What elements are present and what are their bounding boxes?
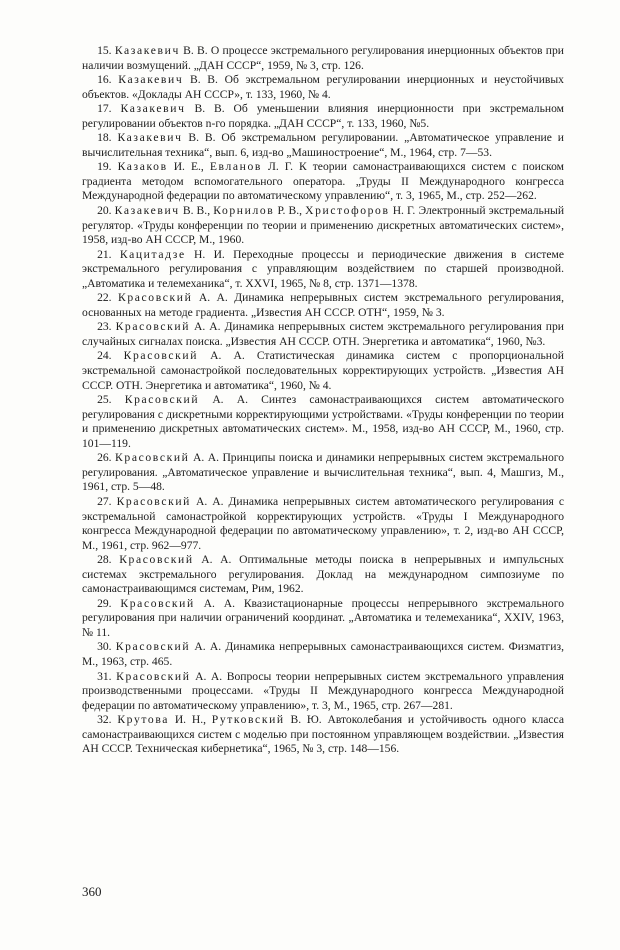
reference-text: Квазистационарные процессы непрерывного экстремального регулирования при наличии ограничений координат. „Автоматика и телемеханика“, XXIV, 1963, № 11. <box>82 596 564 639</box>
reference-text: Оптимальные методы поиска в непрерывных и импульсных системах экстремального регулирования. Доклад на международном симпозиуме по самонастраивающимся системам, Рим, 1962. <box>82 553 564 596</box>
reference-initials: А. А. <box>203 596 235 610</box>
reference-text: Электронный экстремальный регулятор. «Труды конференции по теории и применению дискретных автоматических систем», 1958, изд-во АН СССР, М., 1960. <box>82 204 565 247</box>
reference-author: Казакевич <box>114 204 180 218</box>
reference-number: 21. <box>97 247 112 261</box>
reference-entry <box>82 160 564 204</box>
reference-initials: А. А. <box>195 669 223 683</box>
reference-initials: А. А. <box>192 451 219 465</box>
reference-number: 16. <box>97 73 112 87</box>
reference-initials-2: В. Ю. <box>290 713 322 727</box>
reference-initials-2: Р. В., <box>277 204 303 218</box>
reference-initials: В. В. <box>190 73 218 87</box>
bibliography-list <box>82 44 564 757</box>
reference-author: Кацитадзе <box>119 247 186 261</box>
reference-author: Красовский <box>119 553 194 567</box>
reference-author: Красовский <box>115 451 190 465</box>
reference-text: Динамика непрерывных самонастраивающихся систем. Физматгиз, М., 1963, стр. 465. <box>82 640 564 668</box>
page-number: 360 <box>82 884 102 899</box>
reference-entry <box>82 102 564 131</box>
reference-entry <box>82 204 564 248</box>
reference-initials: А. А. <box>198 291 228 305</box>
reference-initials: А. А. <box>194 320 221 334</box>
reference-entry <box>82 44 564 73</box>
reference-author-2: Рутковский <box>211 713 285 727</box>
reference-initials: А. А. <box>194 640 222 654</box>
reference-text: Статистическая динамика систем с пропорциональной экстремальной самонастройкой последовательных корректирующих устройств. „Известия АН СССР. ОТН. Энергетика и автоматика“, 1960, № 4. <box>82 349 564 392</box>
reference-text: Автоколебания и устойчивость одного класса самонастраивающихся систем с моделью при постоянном управляющем воздействии. „Известия АН СССР. Техническая кибернетика“, 1965, № 3, стр. 148—156. <box>82 713 564 756</box>
reference-entry <box>82 73 564 102</box>
reference-author: Казакевич <box>114 44 180 57</box>
reference-number: 25. <box>97 393 112 407</box>
reference-initials: И. Е., <box>173 160 204 174</box>
reference-number: 30. <box>97 640 112 654</box>
reference-author-2: Корнилов <box>213 204 275 218</box>
reference-author: Казакевич <box>118 73 184 87</box>
reference-number: 28. <box>97 553 112 567</box>
reference-text: Об экстремальном регулировании инерционных и неустойчивых объектов. «Доклады АН СССР», т. 133, 1960, № 4. <box>82 73 564 101</box>
reference-entry <box>82 349 564 393</box>
reference-author: Крутова <box>117 713 170 727</box>
reference-author-2: Евланов <box>209 160 262 174</box>
reference-number: 19. <box>97 160 112 174</box>
reference-entry <box>82 291 564 320</box>
reference-number: 20. <box>97 204 112 218</box>
reference-entry <box>82 553 564 597</box>
reference-author: Красовский <box>115 320 191 334</box>
reference-author: Казакевич <box>120 102 186 116</box>
reference-initials: А. А. <box>201 553 232 567</box>
reference-initials: В. В. <box>194 102 225 116</box>
reference-entry <box>82 248 564 292</box>
reference-text: Синтез самонастраивающихся систем автоматического регулирования с дискретными корректирующими устройствами. «Труды конференции по теории и применению дискретных автоматических систем». М., 1958, изд-во АН СССР, М., 1960, стр. 101—119. <box>82 393 564 450</box>
reference-text: Принципы поиска и динамики непрерывных систем экстремального регулирования. „Автоматическое управление и вычислительная техника“, вып. 4, Машгиз, М., 1961, стр. 5—48. <box>82 451 565 494</box>
reference-initials-3: Н. Г. <box>392 204 416 218</box>
reference-author: Красовский <box>116 494 192 508</box>
reference-entry <box>82 131 564 160</box>
reference-entry <box>82 597 564 641</box>
reference-number: 31. <box>97 669 112 683</box>
reference-entry <box>82 451 564 495</box>
reference-initials: А. А. <box>212 393 248 407</box>
reference-number: 24. <box>97 349 112 363</box>
reference-entry <box>82 495 564 553</box>
reference-initials: А. А. <box>210 349 245 363</box>
reference-author: Красовский <box>116 669 191 683</box>
reference-number: 22. <box>97 291 112 305</box>
reference-initials: В. В., <box>182 204 211 218</box>
reference-number: 32. <box>97 713 112 727</box>
reference-text: Вопросы теории непрерывных систем экстремального управления производственными процессами. «Труды II Международного конгресса Международной федерации по автоматическому управлению», т. 3, М., 1965, стр. 267—281. <box>82 669 564 712</box>
reference-initials: И. Н., <box>174 713 206 727</box>
reference-author: Казакевич <box>117 131 183 145</box>
reference-text: К теории самонастраивающихся систем с поиском градиента методом вспомогательного оператора. „Труды II Международного конгресса Международной федерации по автоматическому управлению“, т. 3, 1965, М., стр. 252—262. <box>82 160 564 203</box>
reference-initials: В. В. <box>183 44 208 57</box>
reference-text: Переходные процессы и периодические движения в системе экстремального регулирования с управляющим воздействием по старшей производной. „Автоматика и телемеханика“, т. XXVI, 1965, № 8, стр. 1371—1378. <box>82 247 564 290</box>
reference-author: Красовский <box>124 393 200 407</box>
reference-number: 18. <box>97 131 112 145</box>
reference-text: Динамика непрерывных систем экстремального регулирования при случайных сигналах поиска. „Известия АН СССР. ОТН. Энергетика и автоматика“, 1960, №3. <box>82 320 564 348</box>
reference-number: 17. <box>97 102 112 116</box>
reference-number: 27. <box>97 494 112 508</box>
reference-author: Красовский <box>117 291 193 305</box>
reference-entry <box>82 320 564 349</box>
reference-number: 26. <box>97 451 112 465</box>
reference-author: Красовский <box>123 349 199 363</box>
reference-initials: А. А. <box>196 494 224 508</box>
reference-author: Красовский <box>115 640 191 654</box>
reference-author: Красовский <box>120 596 195 610</box>
reference-number: 15. <box>97 44 112 57</box>
reference-text: Динамика непрерывных систем автоматического регулирования с экстремальной самонастройкой корректирующих устройств. «Труды I Международного конгресса Международной федерации по автоматическому управлению», т. 2, изд-во АН СССР, М., 1961, стр. 962—977. <box>82 494 564 552</box>
reference-entry <box>82 713 564 757</box>
reference-entry <box>82 640 564 669</box>
reference-author-3: Христофоров <box>305 204 390 218</box>
reference-number: 23. <box>97 320 112 334</box>
reference-text: О процессе экстремального регулирования инерционных объектов при наличии возмущений. „ДАН СССР“, 1959, № 3, стр. 126. <box>82 44 564 72</box>
reference-entry <box>82 670 564 714</box>
reference-initials: В. В. <box>188 131 216 145</box>
reference-text: Динамика непрерывных систем экстремального регулирования, основанных на методе градиента. „Известия АН СССР. ОТН“, 1959, № 3. <box>82 291 564 319</box>
reference-initials-2: Л. Г. <box>267 160 294 174</box>
reference-author: Казаков <box>117 160 168 174</box>
reference-entry <box>82 393 564 451</box>
reference-number: 29. <box>97 596 112 610</box>
reference-initials: Н. И. <box>194 247 225 261</box>
reference-text: Об экстремальном регулировании. „Автоматическое управление и вычислительная техника“, вып. 6, изд-во „Машиностроение“, М., 1964, стр. 7—53. <box>82 131 564 159</box>
reference-text: Об уменьшении влияния инерционности при экстремальном регулировании объектов n-го порядка. „ДАН СССР“, т. 133, 1960, №5. <box>82 102 564 130</box>
